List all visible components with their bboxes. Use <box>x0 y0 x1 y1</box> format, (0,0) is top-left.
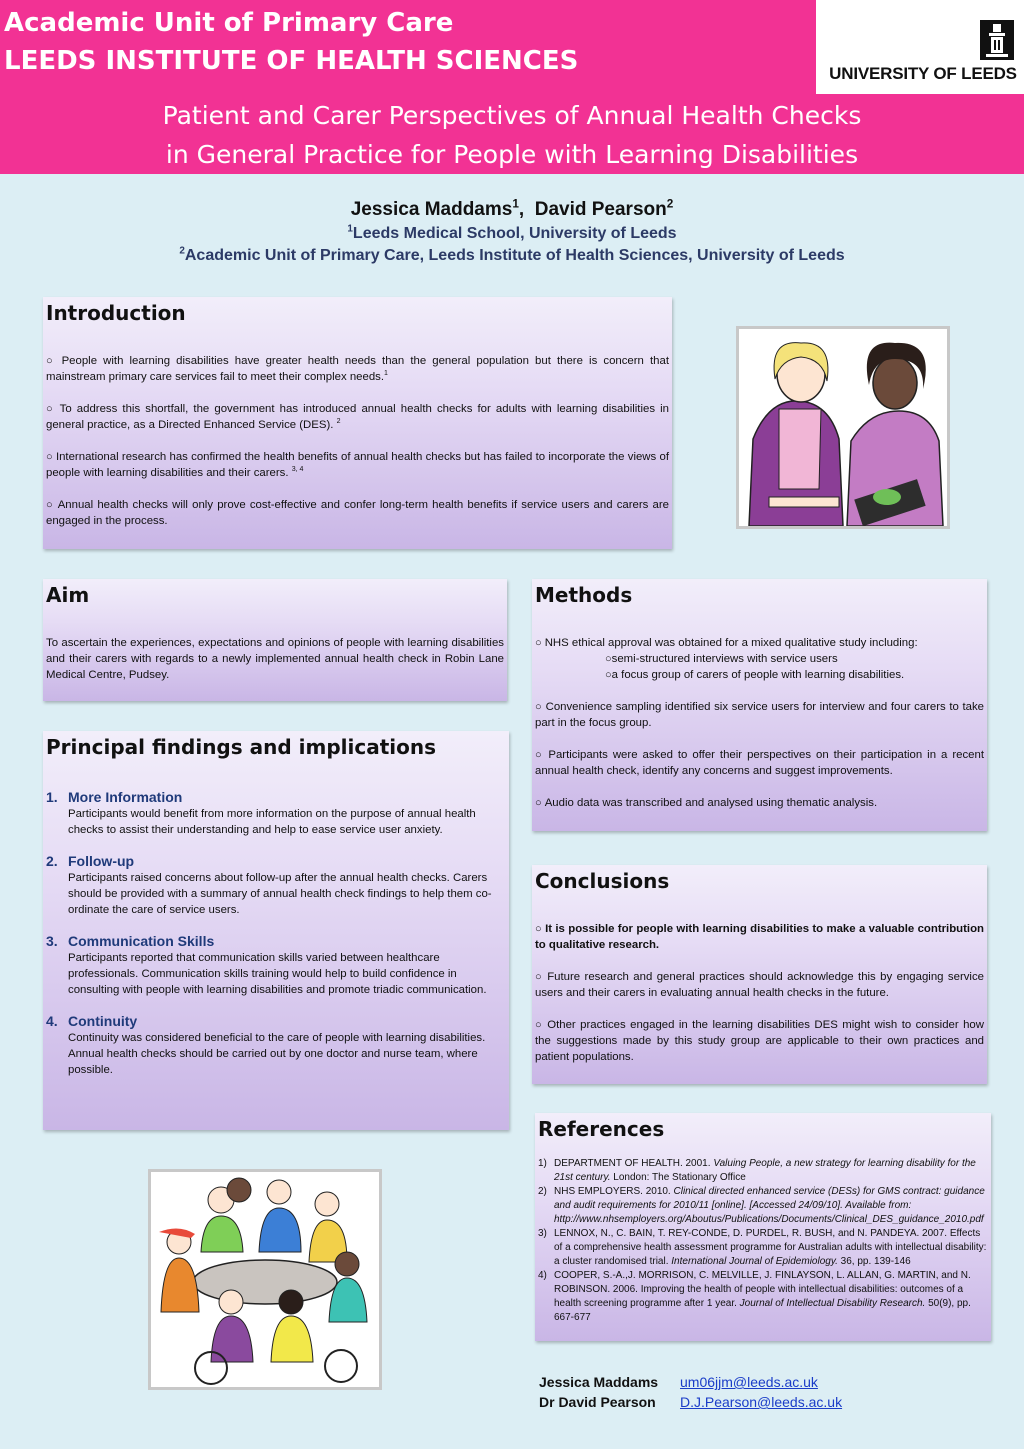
aff1-text: Leeds Medical School, University of Leeds <box>352 225 677 242</box>
author-1: Jessica Maddams <box>350 199 513 220</box>
author-names: Jessica Maddams$^1$, David Pearson$^2$ <box>350 197 674 220</box>
references-list <box>538 1157 988 1325</box>
reference-item <box>538 1269 988 1325</box>
methods-p4: Audio data was transcribed and analysed using thematic analysis. <box>544 797 878 809</box>
affiliation-2 <box>0 245 1024 267</box>
contact-name: Dr David Pearson <box>539 1394 656 1410</box>
logo-text: UNIVERSITY OF LEEDS <box>829 64 1017 83</box>
reference-item <box>538 1185 988 1227</box>
authors-block <box>0 197 1024 267</box>
ref-italic: Valuing People, a new strategy for learning disability for the 21st century. <box>554 1158 976 1183</box>
contact-email-link[interactable]: D.J.Pearson@leeds.ac.uk <box>680 1394 843 1410</box>
finding-num: 3. <box>46 933 58 949</box>
title-line-1: Patient and Carer Perspectives of Annual Health Checks <box>162 101 862 130</box>
poster-title <box>0 96 1024 174</box>
university-logo <box>816 0 1024 94</box>
introduction-body: ○ People with learning disabilities have greater health needs than the general population but there is concern that mainstream primary care services fail to meet their complex needs.$^1$ ○ To address this shortfall, the government has introduced annual health checks for adults with learning disabilities in general practice, as a Directed Enhanced Service (DES). $^2$ ○ International research has confirmed the health benefits of annual health checks but has failed to incorporate the views of people with learning disabilities and their carers. $^{3, 4}$ ○ Annual health checks will only prove cost-effective and confer long-term health benefits if service users and carers are engaged in the process. <box>46 355 670 527</box>
aff2-sup: 2 <box>179 245 185 257</box>
intro-ref-3: 3, 4 <box>291 466 304 474</box>
methods-p3: Participants were asked to offer their perspectives on their participation in a recent annual health check, identify any concerns and suggest improvements. <box>535 749 985 777</box>
ref-text: LENNOX, N., C. BAIN, T. REY-CONDE, D. PURDEL, R. BUSH, and N. PANDEYA. 2007. Effects of a comprehensive health assessment programme for Australian adults with intellectual disability: a cluster randomised trial. <box>554 1228 987 1267</box>
intro-p2: To address this shortfall, the government has introduced annual health checks for adults with learning disabilities in general practice, as a Directed Enhanced Service (DES). <box>46 403 670 431</box>
contacts-block <box>539 1372 842 1412</box>
unit-name <box>4 4 578 80</box>
finding-title: More Information <box>68 789 183 805</box>
finding-text: Participants reported that communication skills varied between healthcare professionals. Communication skills training would help to build confidence in consulting with people with learning disabilities and promote triadic communication. <box>68 952 487 996</box>
methods-sub1: semi-structured interviews with service users <box>611 653 838 665</box>
intro-p1: People with learning disabilities have greater health needs than the general population but there is concern that mainstream primary care services fail to meet their complex needs. <box>46 355 669 383</box>
finding-item <box>46 1012 506 1078</box>
findings-body <box>46 788 506 1092</box>
introduction-section <box>43 297 672 549</box>
ref-italic: Journal of Intellectual Disability Research. <box>739 1298 926 1309</box>
header-banner <box>0 0 1024 174</box>
references-heading: References <box>538 1117 665 1141</box>
finding-item <box>46 852 506 918</box>
intro-p4: Annual health checks will only prove cost-effective and confer long-term health benefits if service users and carers are engaged in the process. <box>46 499 669 527</box>
finding-num: 2. <box>46 853 58 869</box>
focus-group-illustration <box>148 1169 382 1390</box>
contact-row <box>539 1372 842 1392</box>
focus-group-drawing <box>151 1172 379 1387</box>
contact-email-link[interactable]: um06jjm@leeds.ac.uk <box>680 1374 818 1390</box>
methods-sub2: a focus group of carers of people with learning disabilities. <box>611 669 905 681</box>
findings-heading: Principal findings and implications <box>46 735 436 759</box>
consultation-illustration <box>736 326 950 529</box>
finding-text: Continuity was considered beneficial to the care of people with learning disabilities. Annual health checks should be carried out by one doctor and nurse team, where possible. <box>68 1032 486 1076</box>
unit-line-1: Academic Unit of Primary Care <box>4 8 454 38</box>
findings-section <box>43 731 509 1130</box>
author-2-sup: 2 <box>666 197 674 211</box>
intro-ref-2: 2 <box>336 418 341 426</box>
methods-body: ○ NHS ethical approval was obtained for a mixed qualitative study including: ○semi-structured interviews with service users ○a focus group of carers of people with learning disabilities. ○ Convenience sampling identified six service users for interview and four carers to take part in the focus group. ○ Participants were asked to offer their perspectives on their participation in a recent annual health check, identify any concerns and suggest improvements. ○ Audio data was transcribed and analysed using thematic analysis. <box>535 637 985 809</box>
intro-p3: International research has confirmed the health benefits of annual health checks but has failed to incorporate the views of people with learning disabilities and their carers. <box>46 451 670 479</box>
ref-num: 1) <box>538 1158 547 1169</box>
conclusions-p2: Future research and general practices should acknowledge this by engaging service users and their carers in evaluating annual health checks in the future. <box>535 971 984 999</box>
conclusions-p1: It is possible for people with learning disabilities to make a valuable contribution to qualitative research. <box>535 923 984 951</box>
aim-text: To ascertain the experiences, expectations and opinions of people with learning disabilities and their carers with regards to a newly implemented annual health check in Robin Lane Medical Centre, Pudsey. <box>46 637 504 681</box>
finding-title: Communication Skills <box>68 933 215 949</box>
contact-row <box>539 1392 842 1412</box>
intro-ref-1: 1 <box>384 370 388 378</box>
ref-num: 4) <box>538 1270 547 1281</box>
ref-italic: International Journal of Epidemiology. <box>671 1256 838 1267</box>
finding-num: 4. <box>46 1013 58 1029</box>
ref-tail: London: The Stationary Office <box>610 1172 746 1183</box>
ref-tail: 50(9), pp. 667-677 <box>554 1298 971 1323</box>
conclusions-body: ○ It is possible for people with learning disabilities to make a valuable contribution to qualitative research. ○ Future research and general practices should acknowledge this by engaging service users and their carers in evaluating annual health checks in the future. ○ Other practices engaged in the learning disabilities DES might wish to consider how the suggestions made by this study group are applicable to their own practices and patient populations. <box>535 923 984 1063</box>
finding-text: Participants raised concerns about follow-up after the annual health checks. Carers should be provided with a summary of annual health check findings to help them co-ordinate the care of service users. <box>68 872 492 916</box>
methods-p2: Convenience sampling identified six service users for interview and four carers to take part in the focus group. <box>535 701 984 729</box>
ref-num: 3) <box>538 1228 547 1239</box>
conclusions-heading: Conclusions <box>535 869 670 893</box>
conclusions-section <box>532 865 987 1084</box>
aim-heading: Aim <box>46 583 90 607</box>
author-2: David Pearson <box>534 199 667 220</box>
methods-p1: NHS ethical approval was obtained for a mixed qualitative study including: <box>544 637 918 649</box>
ref-text: COOPER, S.-A.,J. MORRISON, C. MELVILLE, J. FINLAYSON, L. ALLAN, G. MARTIN, and N. ROBINSON. 2006. Improving the health of people with intellectual disabilities: outcomes of a health screening programme after 1 year. <box>554 1270 971 1309</box>
introduction-heading: Introduction <box>46 301 186 325</box>
methods-section <box>532 579 987 831</box>
ref-italic: Clinical directed enhanced service (DESs) for GMS contract: guidance and audit requirements for 2010/11 [online]. [Accessed 24/09/10]. Available from: http://www.nhsemployers.org/Aboutus/Publications/Documents/Clinical_DES_guidance_2010.pdf <box>554 1186 985 1225</box>
finding-title: Continuity <box>68 1013 138 1029</box>
ref-text: DEPARTMENT OF HEALTH. 2001. <box>554 1158 714 1169</box>
finding-item <box>46 788 506 838</box>
conclusions-p3: Other practices engaged in the learning disabilities DES might wish to consider how the suggestions made by this study group are applicable to their own practices and patient populations. <box>535 1019 984 1063</box>
aim-body <box>46 635 504 699</box>
finding-item <box>46 932 506 998</box>
title-line-2: in General Practice for People with Learning Disabilities <box>165 140 859 169</box>
consultation-drawing <box>739 329 947 526</box>
ref-tail: 36, pp. 139-146 <box>837 1256 911 1267</box>
aff1-sup: 1 <box>347 223 353 235</box>
methods-heading: Methods <box>535 583 633 607</box>
affiliation-1 <box>0 223 1024 245</box>
unit-line-2: LEEDS INSTITUTE OF HEALTH SCIENCES <box>4 46 579 76</box>
author-1-sup: 1 <box>512 197 519 211</box>
contact-name: Jessica Maddams <box>539 1374 659 1390</box>
finding-num: 1. <box>46 789 58 805</box>
reference-item <box>538 1157 988 1185</box>
finding-title: Follow-up <box>68 853 135 869</box>
tower-logo-icon <box>980 20 1014 60</box>
finding-text: Participants would benefit from more information on the purpose of annual health checks to assist their understanding and help to ease service user anxiety. <box>68 808 476 836</box>
aim-section <box>43 579 507 701</box>
aff2-text: Academic Unit of Primary Care, Leeds Institute of Health Sciences, University of Leeds <box>184 247 845 264</box>
reference-item <box>538 1227 988 1269</box>
ref-text: NHS EMPLOYERS. 2010. <box>554 1186 674 1197</box>
ref-num: 2) <box>538 1186 547 1197</box>
references-section <box>535 1113 991 1341</box>
